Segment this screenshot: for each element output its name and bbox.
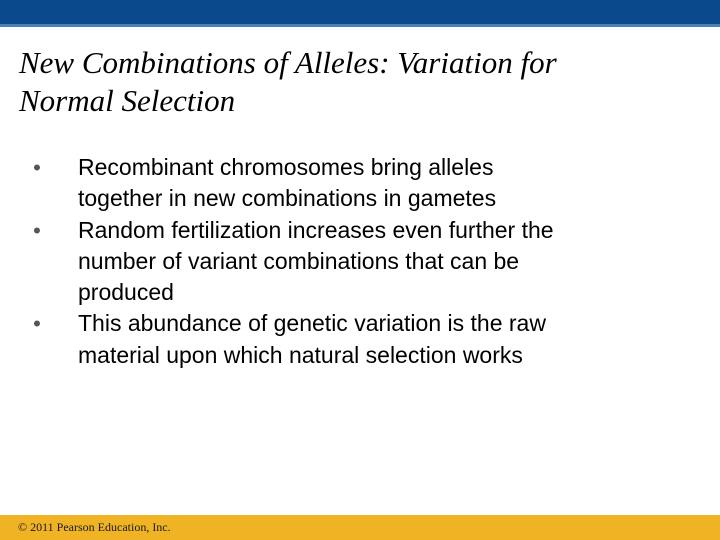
bullet-text: produced [78, 279, 174, 306]
bullet-item [78, 215, 698, 309]
bullet-text: • Recombinant chromosomes bring alleles [78, 154, 494, 180]
bullet-text: • Random fertilization increases even further the [78, 216, 554, 243]
bullet-text: material upon which natural selection works [78, 341, 523, 368]
bullet-list [78, 152, 698, 371]
bullet-item [78, 152, 698, 215]
top-banner [0, 0, 720, 24]
slide-title [19, 44, 699, 120]
slide-title-line: Normal Selection [19, 83, 236, 118]
bullet-text: • This abundance of genetic variation is the raw [78, 310, 546, 337]
bullet-item [78, 308, 698, 371]
copyright-notice: © 2011 Pearson Education, Inc. [18, 520, 171, 534]
bullet-text: number of variant combinations that can be [78, 247, 520, 274]
slide-title-line: New Combinations of Alleles: Variation for [19, 45, 557, 80]
title-divider [0, 24, 720, 27]
bullet-text: together in new combinations in gametes [78, 185, 497, 212]
